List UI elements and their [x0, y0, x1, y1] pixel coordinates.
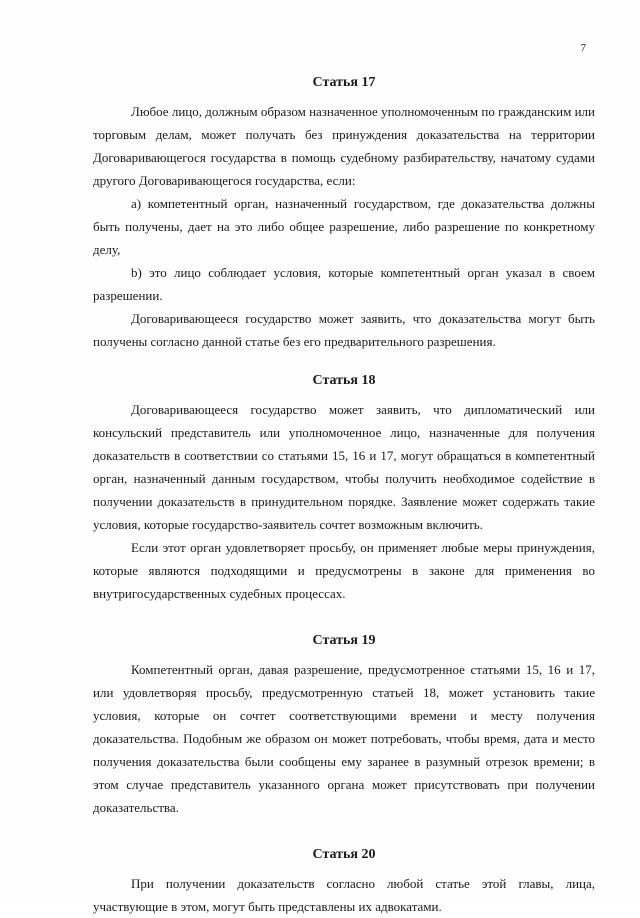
article-paragraph: Если этот орган удовлетворяет просьбу, он применяет любые меры принуждения, которые являются подходящими и предусмотрены в законе для применения во внутригосударственных судебных процессах. [93, 540, 595, 601]
article-title: Статья 17 [312, 75, 376, 90]
article-20 [93, 846, 595, 918]
article-paragraph: а) компетентный орган, назначенный государством, где доказательства должны быть получены, дает на это либо общее разрешение, либо разрешение по конкретному делу, [93, 196, 595, 257]
page-number: 7 [580, 42, 586, 54]
article-title: Статья 18 [312, 373, 376, 388]
article-paragraph: Любое лицо, должным образом назначенное уполномоченным по гражданским или торговым делам, может получать без принуждения доказательства на территории Договаривающегося государства в помощь судебному разбирательству, начатому судами другого Договаривающегося государства, если: [93, 104, 595, 188]
article-paragraph: Компетентный орган, давая разрешение, предусмотренное статьями 15, 16 и 17, или удовлетворяя просьбу, предусмотренную статьей 18, может установить такие условия, которые он сочтет соответствующими времени и месту получения доказательства. Подобным же образом он может потребовать, чтобы время, дата и место получения доказательства были сообщены ему заранее в разумный отрезок времени; в этом случае представитель указанного органа может присутствовать при получении доказательства. [93, 662, 595, 815]
article-18 [93, 372, 595, 605]
article-paragraph: b) это лицо соблюдает условия, которые компетентный орган указал в своем разрешении. [93, 265, 595, 303]
document-body [93, 60, 595, 918]
article-title: Статья 19 [312, 633, 376, 648]
article-17 [93, 74, 595, 353]
article-paragraph: При получении доказательств согласно любой статье этой главы, лица, участвующие в этом, могут быть представлены их адвокатами. [93, 876, 595, 914]
article-title: Статья 20 [312, 847, 376, 862]
article-19 [93, 632, 595, 819]
article-paragraph: Договаривающееся государство может заявить, что дипломатический или консульский представитель или уполномоченное лицо, назначенные для получения доказательств в соответствии со статьями 15, 16 и 17, могут обращаться в компетентный орган, назначенный данным государством, чтобы получить необходимое содействие в получении доказательств в принудительном порядке. Заявление может содержать такие условия, которые государство-заявитель сочтет возможным включить. [93, 402, 595, 532]
article-paragraph: Договаривающееся государство может заявить, что доказательства могут быть получены согласно данной статье без его предварительного разрешения. [93, 311, 595, 349]
